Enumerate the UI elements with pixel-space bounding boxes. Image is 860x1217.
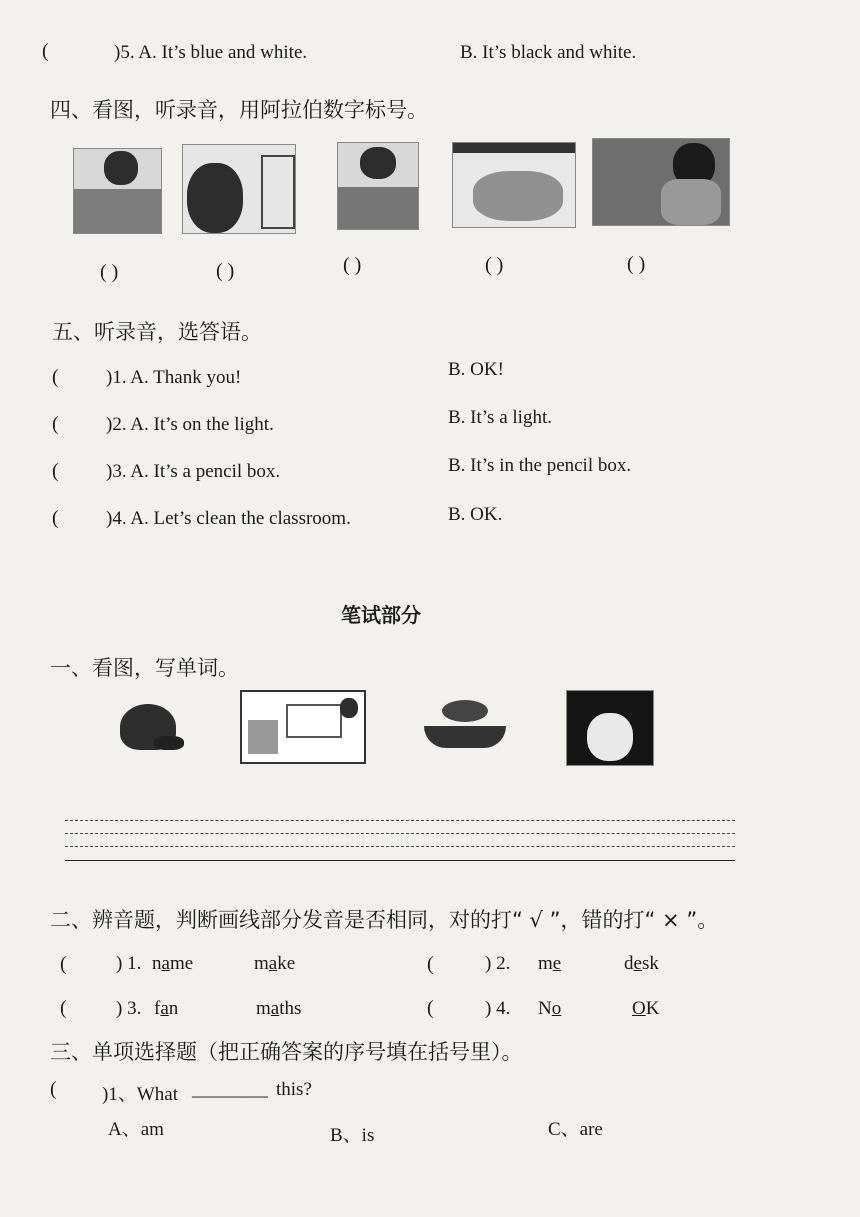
item-number: ) 1. [116, 953, 142, 974]
writing-line [65, 846, 735, 847]
word-1: fan [154, 998, 179, 1019]
picture-2 [182, 144, 296, 234]
question-text: this? [276, 1079, 312, 1100]
word-2: desk [624, 953, 659, 974]
section-5-title: 五、听录音，选答语。 [52, 320, 262, 344]
answer-paren[interactable]: ( [427, 953, 434, 975]
option-b: B. It’s a light. [448, 407, 552, 428]
word-2: OK [632, 998, 660, 1019]
cake-picture [424, 700, 506, 754]
answer-paren[interactable]: ( ) [627, 253, 646, 275]
answer-paren[interactable]: ( [52, 366, 59, 388]
option-c: C、are [548, 1119, 603, 1140]
option-a: A、am [108, 1119, 164, 1140]
written-part-heading: 笔试部分 [341, 603, 421, 627]
option-b: B. OK! [448, 359, 504, 380]
word-2: make [254, 953, 296, 974]
answer-paren[interactable]: ( ) [216, 260, 235, 282]
option-a: )2. A. It’s on the light. [106, 414, 274, 435]
classroom-picture [240, 690, 366, 764]
option-b: B. It’s in the pencil box. [448, 455, 632, 476]
fill-blank[interactable]: ________ [192, 1079, 268, 1100]
option-b: B. OK. [448, 504, 503, 525]
answer-paren[interactable]: ( [52, 413, 59, 435]
writing-line [65, 833, 735, 834]
option-b: B. It’s black and white. [460, 42, 637, 63]
word-2: maths [256, 998, 302, 1019]
section-4-title: 四、看图，听录音，用阿拉伯数字标号。 [50, 98, 428, 122]
picture-1 [73, 148, 162, 234]
answer-paren[interactable]: ( [52, 507, 59, 529]
answer-paren[interactable]: ( ) [343, 254, 362, 276]
option-a: )5. A. It’s blue and white. [114, 42, 308, 63]
item-number: ) 3. [116, 998, 142, 1019]
section-w3-title: 三、单项选择题（把正确答案的序号填在括号里）。 [50, 1040, 523, 1064]
section-w1-title: 一、看图，写单词。 [50, 656, 239, 680]
option-a: )1. A. Thank you! [106, 367, 242, 388]
answer-paren[interactable]: ( ) [100, 261, 119, 283]
option-b: B、is [330, 1125, 375, 1146]
picture-5 [592, 138, 730, 226]
writing-line [65, 860, 735, 861]
option-a: )4. A. Let’s clean the classroom. [106, 508, 351, 529]
picture-3 [337, 142, 419, 230]
section-w2-title: 二、辨音题，判断画线部分发音是否相同，对的打“ √ ”，错的打“ × ”。 [50, 908, 719, 932]
answer-paren[interactable]: ( ) [485, 254, 504, 276]
item-number: ) 4. [485, 998, 511, 1019]
answer-paren[interactable]: ( [42, 40, 49, 62]
answer-paren[interactable]: ( [60, 953, 67, 975]
word-1: name [152, 953, 194, 974]
answer-paren[interactable]: ( [50, 1078, 57, 1100]
answer-paren[interactable]: ( [52, 460, 59, 482]
answer-paren[interactable]: ( [427, 997, 434, 1019]
hat-picture [118, 700, 184, 756]
writing-line [65, 820, 735, 821]
word-1: No [538, 998, 562, 1019]
question-text: )1、What [102, 1084, 178, 1105]
picture-4 [452, 142, 576, 228]
item-number: ) 2. [485, 953, 511, 974]
word-1: me [538, 953, 562, 974]
girl-picture [566, 690, 654, 766]
option-a: )3. A. It’s a pencil box. [106, 461, 281, 482]
answer-paren[interactable]: ( [60, 997, 67, 1019]
